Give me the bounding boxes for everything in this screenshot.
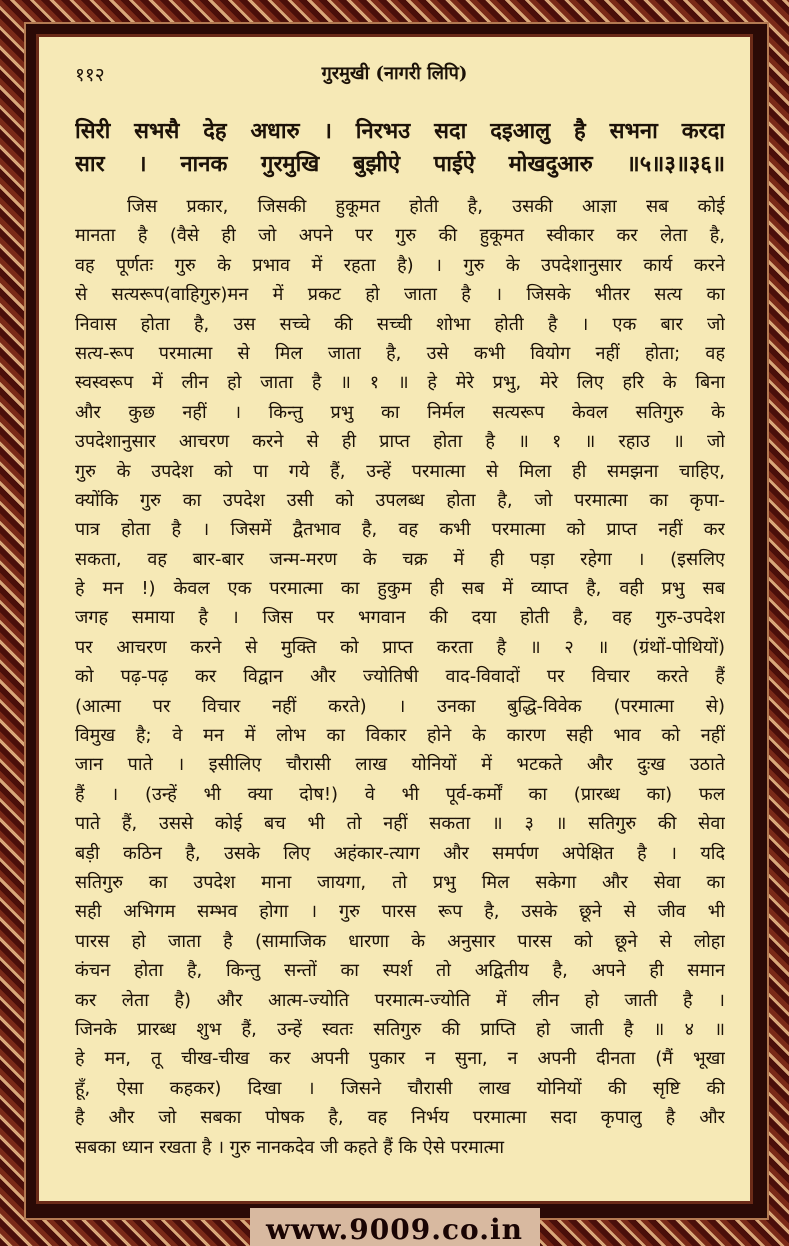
- commentary-line: है और जो सबका पोषक है, वह निर्भय परमात्मा सदा कृपालु है और: [75, 1107, 725, 1129]
- commentary-line: उपदेशानुसार आचरण करने से ही प्राप्त होता है ॥ १ ॥ रहाउ ॥ जो: [75, 431, 725, 453]
- page-header: [39, 61, 750, 91]
- commentary-line: पारस हो जाता है (सामाजिक धारणा के अनुसार पारस को छूने से लोहा: [75, 930, 725, 952]
- page-number: ११२: [75, 64, 105, 86]
- commentary-line: सकता, वह बार-बार जन्म-मरण के चक्र में ही पड़ा रहेगा । (इसलिए: [75, 548, 725, 570]
- commentary-line: पात्र होता है । जिसमें द्वैतभाव है, वह कभी परमात्मा को प्राप्त नहीं कर: [75, 519, 725, 541]
- commentary-line: जान पाते । इसीलिए चौरासी लाख योनियों में भटकते और दुःख उठाते: [75, 754, 725, 776]
- commentary-line: कर लेता है) और आत्म-ज्योति परमात्म-ज्योति में लीन हो जाती है ।: [75, 989, 725, 1011]
- scripture-page: [36, 34, 753, 1204]
- page-title: गुरमुखी (नागरी लिपि): [321, 63, 468, 84]
- commentary-line: सबका ध्यान रखता है । गुरु नानकदेव जी कहते हैं कि ऐसे परमात्मा: [75, 1136, 505, 1158]
- commentary-line: हैं । (उन्हें भी क्या दोष!) वे भी पूर्व-कर्मों का (प्रारब्ध का) फल: [75, 783, 725, 805]
- hindi-commentary: [75, 192, 725, 1162]
- commentary-line: कंचन होता है, किन्तु सन्तों का स्पर्श तो अद्वितीय है, अपने ही समान: [75, 960, 725, 982]
- commentary-line: वह पूर्णतः गुरु के प्रभाव में रहता है) । गुरु के उपदेशानुसार कार्य करने: [75, 254, 725, 276]
- commentary-line: स्वस्वरूप में लीन हो जाता है ॥ १ ॥ हे मेरे प्रभु, मेरे लिए हरि के बिना: [75, 372, 725, 394]
- commentary-line: से सत्यरूप(वाहिगुरु)मन में प्रकट हो जाता है । जिसके भीतर सत्य का: [75, 284, 725, 306]
- commentary-line: बड़ी कठिन है, उसके लिए अहंकार-त्याग और समर्पण अपेक्षित है । यदि: [75, 842, 725, 864]
- commentary-line: निवास होता है, उस सच्चे की सच्ची शोभा होती है । एक बार जो: [75, 313, 725, 335]
- commentary-line: सही अभिगम सम्भव होगा । गुरु पारस रूप है, उसके छूने से जीव भी: [75, 901, 725, 923]
- commentary-line: जगह समाया है । जिस पर भगवान की दया होती है, वह गुरु-उपदेश: [75, 607, 725, 629]
- commentary-line: पाते हैं, उससे कोई बच भी तो नहीं सकता ॥ ३ ॥ सतिगुरु की सेवा: [75, 813, 725, 835]
- commentary-line: हूँ, ऐसा कहकर) दिखा । जिसने चौरासी लाख योनियों की सृष्टि की: [75, 1077, 725, 1099]
- commentary-line: विमुख है; वे मन में लोभ का विकार होने के कारण सही भाव को नहीं: [75, 725, 725, 747]
- gurmukhi-verse: [75, 115, 725, 181]
- commentary-line: जिस प्रकार, जिसकी हुकूमत होती है, उसकी आज्ञा सब कोई: [127, 196, 725, 217]
- commentary-line: (आत्मा पर विचार नहीं करते) । उनका बुद्धि-विवेक (परमात्मा से): [75, 695, 725, 717]
- commentary-line: मानता है (वैसे ही जो अपने पर गुरु की हुकूमत स्वीकार कर लेता है,: [75, 225, 725, 247]
- commentary-line: पर आचरण करने से मुक्ति को प्राप्त करता है ॥ २ ॥ (ग्रंथों-पोथियों): [75, 636, 725, 658]
- commentary-line: हे मन !) केवल एक परमात्मा का हुकुम ही सब में व्याप्त है, वही प्रभु सब: [75, 578, 725, 600]
- commentary-line: और कुछ नहीं । किन्तु प्रभु का निर्मल सत्यरूप केवल सतिगुरु के: [75, 401, 725, 423]
- commentary-line: सत्य-रूप परमात्मा से मिल जाता है, उसे कभी वियोग नहीं होता; वह: [75, 342, 725, 364]
- commentary-line: गुरु के उपदेश को पा गये हैं, उन्हें परमात्मा से मिला ही समझना चाहिए,: [75, 460, 725, 482]
- verse-line: सार । नानक गुरमुखि बुझीऐ पाईऐ मोखदुआरु ॥५॥३॥३६॥: [75, 151, 725, 177]
- commentary-line: सतिगुरु का उपदेश माना जायगा, तो प्रभु मिल सकेगा और सेवा का: [75, 871, 725, 893]
- website-link[interactable]: www.9009.co.in: [266, 1213, 523, 1246]
- commentary-line: को पढ़-पढ़ कर विद्वान और ज्योतिषी वाद-विवादों पर विचार करते हैं: [75, 666, 725, 688]
- commentary-line: क्योंकि गुरु का उपदेश उसी को उपलब्ध होता है, जो परमात्मा का कृपा-: [75, 489, 725, 511]
- verse-line: सिरी सभसै देह अधारु । निरभउ सदा दइआलु है सभना करदा: [75, 118, 725, 144]
- commentary-line: हे मन, तू चीख-चीख कर अपनी पुकार न सुना, न अपनी दीनता (मैं भूखा: [75, 1048, 725, 1070]
- commentary-line: जिनके प्रारब्ध शुभ हैं, उन्हें स्वतः सतिगुरु की प्राप्ति हो जाती है ॥ ४ ॥: [75, 1018, 725, 1040]
